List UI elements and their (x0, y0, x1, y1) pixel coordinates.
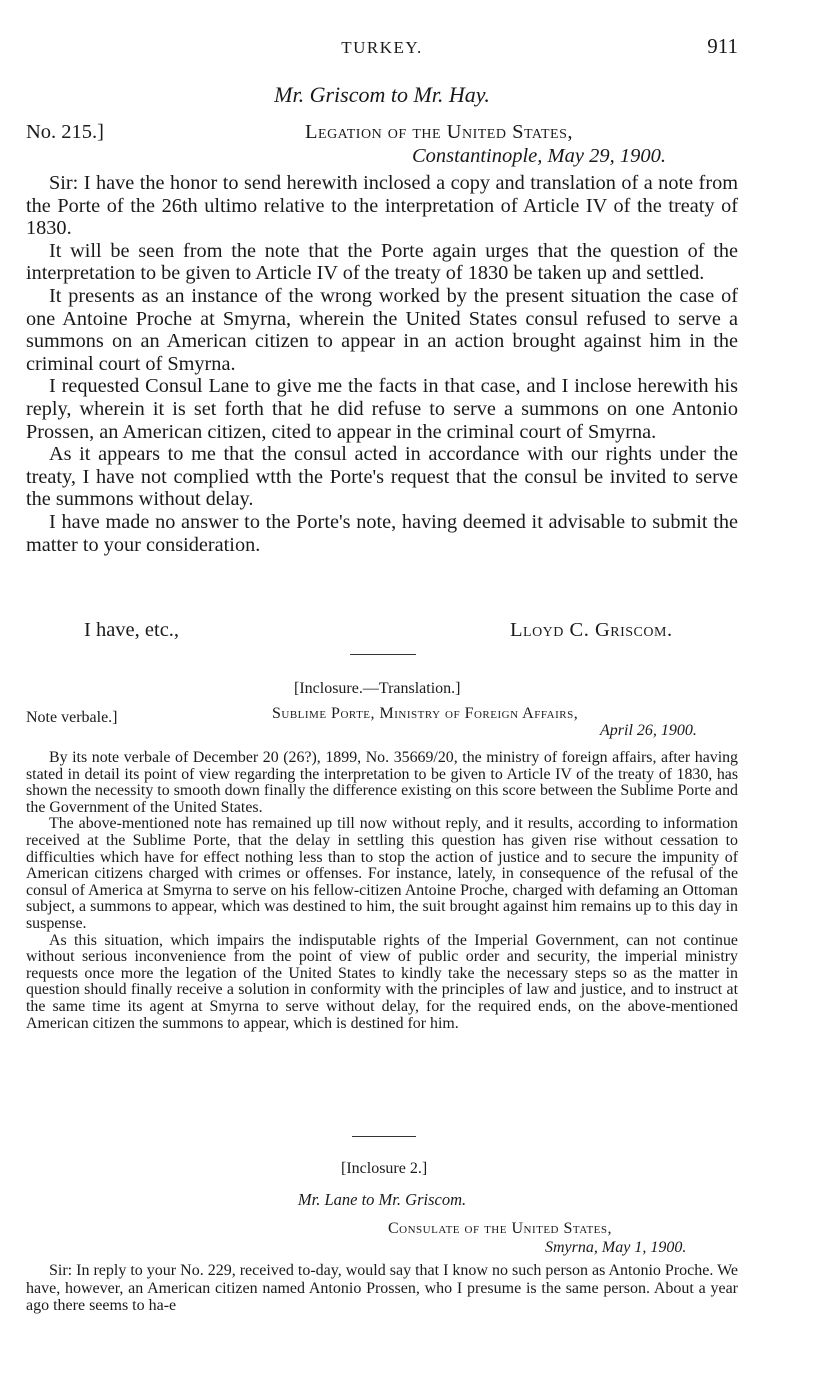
letter-body (26, 172, 738, 556)
letter-paragraph: As it appears to me that the consul acted in accordance with our rights under the treaty, I have not complied wtth the Porte's request that the consul be invited to serve the summons without delay. (26, 443, 738, 511)
note-type: Note verbale.] (26, 709, 118, 726)
letter-signature: Lloyd C. Griscom. (510, 619, 673, 641)
inclosure2-place-date: Smyrna, May 1, 1900. (545, 1239, 687, 1256)
inclosure2-body (26, 1262, 738, 1315)
inclosure2-title: Mr. Lane to Mr. Griscom. (297, 1190, 467, 1209)
letter-paragraph: I requested Consul Lane to give me the facts in that case, and I inclose herewith his reply, wherein it is set forth that he did refuse to serve a summons on one Antonio Prossen, an American citizen, cited to appear in the criminal court of Smyrna. (26, 375, 738, 443)
inclosure1-paragraph: As this situation, which impairs the indisputable rights of the Imperial Government, can not continue without serious inconvenience from the point of view of public order and security, the imperial ministry requests once more the legation of the United States to kindly take the necessary steps so as the matter in question should finally receive a solution in conformity with the principles of law and justice, and to instruct at the same time its agent at Smyrna to serve without delay, for the required ends, on the above-mentioned American citizen the summons to appear, which is destined for him. (26, 931, 738, 1032)
letter-paragraph: Sir: I have the honor to send herewith inclosed a copy and translation of a note from the Porte of the 26th ultimo relative to the interpretation of Article IV of the treaty of 1830. (26, 172, 738, 240)
dispatch-number: No. 215.] (26, 121, 105, 143)
inclosure1-paragraph: The above-mentioned note has remained up till now without reply, and it results, according to information received at the Sublime Porte, that the delay in settling this question has given rise without cessation to difficulties which have for effect nothing less than to stop the action of justice and to secure the impunity of American citizens charged with crimes or offenses. For instance, lately, in consequence of the refusal of the consul of America at Smyrna to serve on his fellow-citizen Antoine Proche, charged with defaming an Ottoman subject, a summons to appear, which was destined to him, the suit brought against him remains up to this day in suspense. (26, 815, 738, 932)
letter-closing: I have, etc., (84, 619, 180, 641)
legation-address: Legation of the United States, (305, 121, 573, 143)
inclosure1-label: [Inclosure.—Translation.] (294, 680, 461, 697)
inclosure1-date: April 26, 1900. (600, 722, 697, 739)
inclosure1-paragraph: By its note verbale of December 20 (26?), 1899, No. 35669/20, the ministry of foreign affairs, after having stated in detail its point of view regarding the interpretation to be given to Article IV of the treaty of 1830, has shown the necessity to smooth down finally the difference existing on this score between the Sublime Porte and the Government of the United States. (26, 749, 738, 816)
letter-place-date: Constantinople, May 29, 1900. (412, 145, 666, 167)
letter-paragraph: It will be seen from the note that the Porte again urges that the question of the interpretation to be given to Article IV of the treaty of 1830 be taken up and settled. (26, 239, 738, 285)
section-divider (350, 654, 416, 655)
consulate-address: Consulate of the United States, (388, 1220, 613, 1237)
letter-paragraph: It presents as an instance of the wrong worked by the present situation the case of one Antoine Proche at Smyrna, wherein the United States consul refused to serve a summons on an American citizen to appear in an action brought against him in the criminal court of Smyrna. (26, 284, 738, 375)
section-divider (352, 1136, 416, 1137)
inclosure2-paragraph: Sir: In reply to your No. 229, received to-day, would say that I know no such person as Antonio Proche. We have, however, an American citizen named Antonio Prossen, who I presume is the same person. About a year ago there seems to ha-e (26, 1262, 738, 1314)
page-number: 911 (707, 34, 738, 58)
inclosure2-label: [Inclosure 2.] (341, 1160, 428, 1177)
letter-title: Mr. Griscom to Mr. Hay. (274, 82, 490, 107)
letter-paragraph: I have made no answer to the Porte's note, having deemed it advisable to submit the matter to your consideration. (26, 510, 738, 556)
running-title: TURKEY. (341, 38, 423, 57)
inclosure1-body (26, 750, 738, 1032)
page-header (26, 34, 738, 64)
ministry-address: Sublime Porte, Ministry of Foreign Affairs, (272, 705, 579, 722)
